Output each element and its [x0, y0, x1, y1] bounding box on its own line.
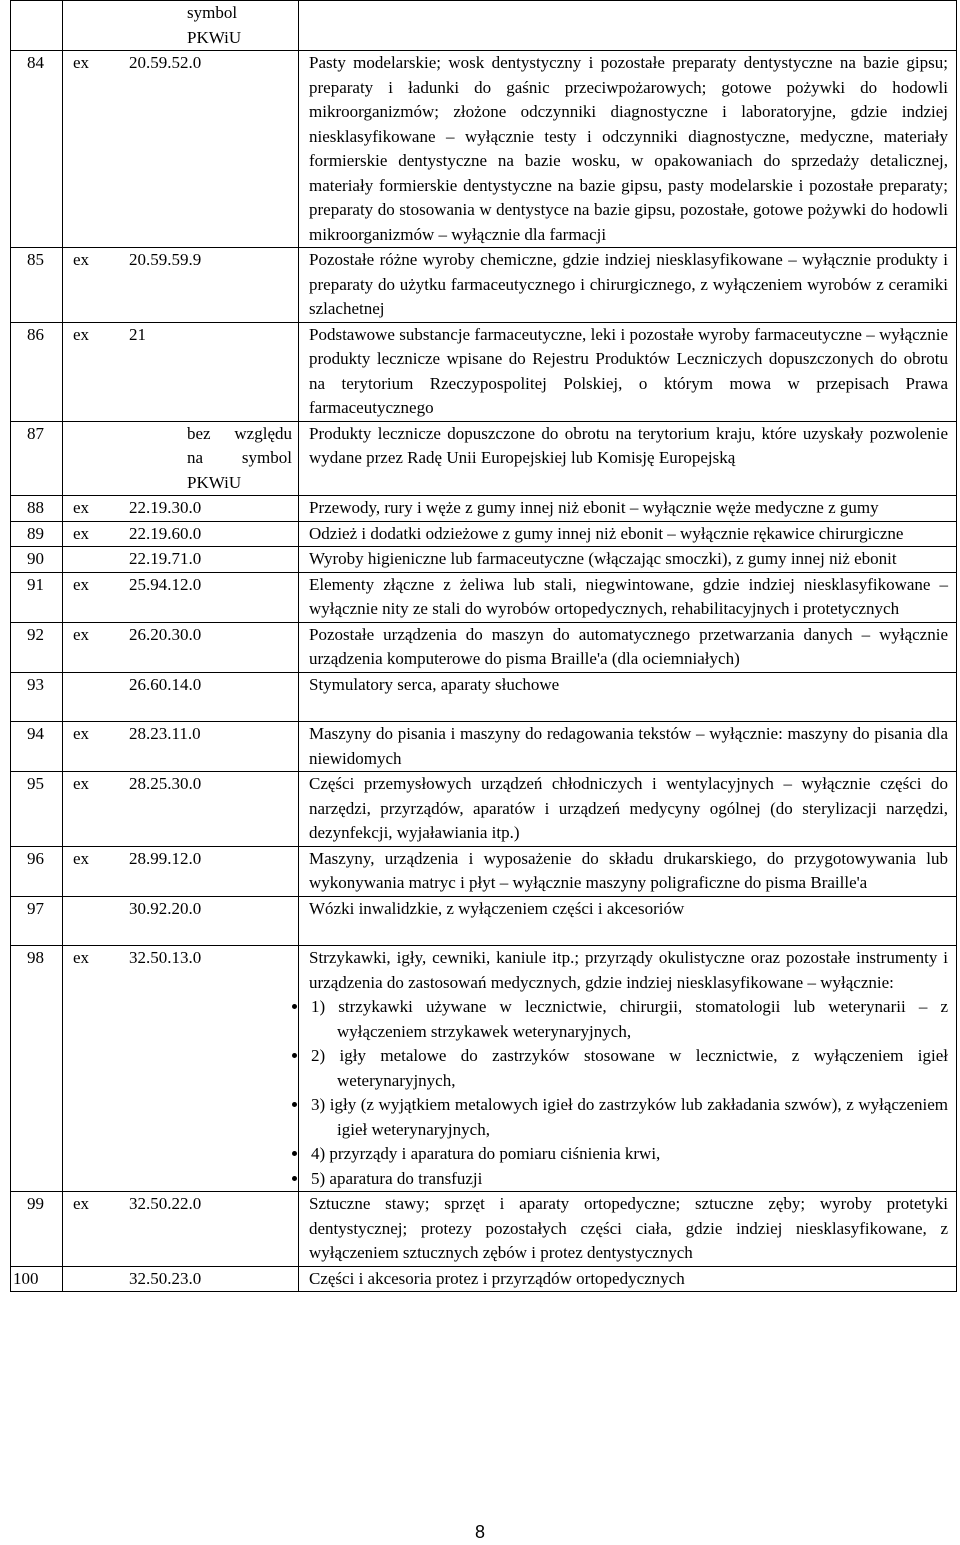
- description: Odzież i dodatki odzieżowe z gumy innej niż ebonit – wyłącznie rękawice chirurgiczne: [299, 521, 957, 547]
- ex-marker: ex: [73, 574, 90, 594]
- ex-marker: [73, 547, 129, 572]
- description: Sztuczne stawy; sprzęt i aparaty ortopedyczne; sztuczne zęby; wyroby protetyki dentystycznej; protezy pozostałych części ciała, gdzie indziej niesklasyfikowane, z wyłączeniem sztucznych zębów i protez dentystycznych: [299, 1192, 957, 1267]
- description: Przewody, rury i węże z gumy innej niż ebonit – wyłącznie węże medyczne z gumy: [299, 496, 957, 522]
- ex-marker: [73, 673, 129, 698]
- pkwiu-code: bez względu na symbol PKWiU: [187, 423, 292, 492]
- row-number: 90: [11, 547, 63, 573]
- table-row: [11, 1266, 957, 1292]
- ex-marker: ex: [73, 724, 90, 743]
- pkwiu-code: 21: [129, 324, 146, 344]
- description: Podstawowe substancje farmaceutyczne, leki i pozostałe wyroby farmaceutyczne – wyłącznie produkty lecznicze wpisane do Rejestru Produktów Leczniczych dopuszczonych do obrotu na terytorium Rzeczypospolitej Polskiej, o którym mowa w przepisach Prawa farmaceutycznego: [299, 322, 957, 421]
- pkwiu-code: symbol PKWiU: [187, 3, 242, 47]
- description: Produkty lecznicze dopuszczone do obrotu na terytorium kraju, które uzyskały pozwolenie wydane przez Radę Unii Europejskiej lub Komisję Europejską: [299, 421, 957, 496]
- pkwiu-code-cell: [63, 722, 299, 772]
- row-number: 98: [11, 946, 63, 1192]
- row-number: 100: [11, 1266, 63, 1292]
- ex-marker: ex: [73, 324, 90, 344]
- list-item: • 5) aparatura do transfuzji: [309, 1167, 948, 1192]
- pkwiu-code-cell: [63, 1, 299, 51]
- row-number: [11, 1, 63, 51]
- pkwiu-code-cell: [63, 248, 299, 323]
- table-row: [11, 946, 957, 1192]
- pkwiu-code-cell: [63, 946, 299, 1192]
- ex-marker: ex: [73, 523, 90, 543]
- description-text: Wózki inwalidzkie, z wyłączeniem części i akcesoriów: [309, 898, 685, 918]
- ex-marker: ex: [73, 498, 90, 517]
- table-row: [11, 896, 957, 946]
- table-row: [11, 51, 957, 248]
- list-item: • 1) strzykawki używane w lecznictwie, chirurgii, stomatologii lub weterynarii – z wyłączeniem strzykawek weterynaryjnych,: [309, 995, 948, 1044]
- pkwiu-code: 26.20.30.0: [129, 624, 202, 644]
- table-row: [11, 1, 957, 51]
- row-number: 95: [11, 772, 63, 847]
- pkwiu-code: 26.60.14.0: [129, 674, 202, 694]
- item-list: [309, 995, 948, 1191]
- description: Pozostałe urządzenia do maszyn do automatycznego przetwarzania danych – wyłącznie urządzenia komputerowe do pisma Braille'a (dla ociemniałych): [299, 622, 957, 672]
- table-row: [11, 248, 957, 323]
- pkwiu-code: 30.92.20.0: [129, 898, 202, 918]
- row-number: 88: [11, 496, 63, 522]
- description-text: Stymulatory serca, aparaty słuchowe: [309, 674, 560, 694]
- row-number: 85: [11, 248, 63, 323]
- row-number: 93: [11, 672, 63, 722]
- description: Maszyny, urządzenia i wyposażenie do składu drukarskiego, do przygotowywania lub wykonywania matryc i płyt – wyłącznie maszyny poligraficzne do pisma Braille'a: [299, 846, 957, 896]
- pkwiu-code-cell: [63, 496, 299, 522]
- description: Elementy złączne z żeliwa lub stali, niegwintowane, gdzie indziej niesklasyfikowane – wyłącznie nity ze stali do wyrobów ortopedycznych, rehabilitacyjnych i protetycznych: [299, 572, 957, 622]
- row-number: 84: [11, 51, 63, 248]
- pkwiu-code: 20.59.52.0: [129, 53, 202, 72]
- table-row: [11, 1192, 957, 1267]
- pkwiu-code-cell: [63, 572, 299, 622]
- description: Pozostałe różne wyroby chemiczne, gdzie indziej niesklasyfikowane – wyłącznie produkty i preparaty do użytku farmaceutycznego i chirurgicznego, z wyłączeniem wyrobów z ceramiki szlachetnej: [299, 248, 957, 323]
- table-row: [11, 622, 957, 672]
- table-row: [11, 572, 957, 622]
- row-number: 89: [11, 521, 63, 547]
- pkwiu-code: 22.19.30.0: [129, 498, 202, 517]
- ex-marker: ex: [73, 848, 90, 868]
- description: Pasty modelarskie; wosk dentystyczny i pozostałe preparaty dentystyczne na bazie gipsu; preparaty i ładunki do gaśnic przeciwpożarowych; gotowe pożywki do hodowli mikroorganizmów; złożone odczynniki diagnostyczne i laboratoryjne, gdzie indziej niesklasyfikowane – wyłącznie testy i odczynniki diagnostyczne, medyczne, materiały formierskie dentystyczne na bazie wosku, w opakowaniach do sprzedaży detalicznej, materiały formierskie dentystyczne na bazie gipsu, pasty modelarskie i pozostałe preparaty; preparaty do stosowania w dentystyce na bazie gipsu, pozostałe, gotowe pożywki do hodowli mikroorganizmów – wyłącznie dla farmacji: [299, 51, 957, 248]
- row-number: 97: [11, 896, 63, 946]
- row-number: 99: [11, 1192, 63, 1267]
- pkwiu-code: 25.94.12.0: [129, 574, 202, 594]
- table-row: [11, 521, 957, 547]
- pkwiu-code: 32.50.23.0: [129, 1268, 202, 1288]
- pkwiu-code-cell: [63, 521, 299, 547]
- row-number: 96: [11, 846, 63, 896]
- ex-marker: [73, 1267, 129, 1292]
- pkwiu-code-cell: [63, 846, 299, 896]
- table-row: [11, 772, 957, 847]
- ex-marker: ex: [73, 53, 90, 72]
- page-number: 8: [474, 1522, 485, 1542]
- pkwiu-code: 28.23.11.0: [129, 724, 201, 743]
- pkwiu-code: 32.50.13.0: [129, 948, 202, 967]
- pkwiu-code-cell: [63, 672, 299, 722]
- pkwiu-code-cell: [63, 51, 299, 248]
- goods-table: [10, 0, 957, 1292]
- table-row: [11, 672, 957, 722]
- pkwiu-code-cell: [63, 896, 299, 946]
- ex-marker: [73, 897, 129, 922]
- table-row: [11, 421, 957, 496]
- ex-marker: ex: [73, 774, 90, 793]
- description: Części i akcesoria protez i przyrządów ortopedycznych: [299, 1266, 957, 1292]
- pkwiu-code: 32.50.22.0: [129, 1194, 202, 1213]
- description: Części przemysłowych urządzeń chłodniczych i wentylacyjnych – wyłącznie części do narzędzi, przyrządów, aparatów i urządzeń medycyny ogólnej (do sterylizacji narzędzi, dezynfekcji, wyjaławiania itp.): [299, 772, 957, 847]
- ex-marker: ex: [73, 1194, 90, 1213]
- row-number: 91: [11, 572, 63, 622]
- pkwiu-code-cell: [63, 421, 299, 496]
- pkwiu-code-cell: [63, 1192, 299, 1267]
- ex-marker: ex: [73, 948, 90, 967]
- table-row: [11, 496, 957, 522]
- pkwiu-code-cell: [63, 1266, 299, 1292]
- description-text: Strzykawki, igły, cewniki, kaniule itp.; przyrządy okulistyczne oraz pozostałe instrumenty i urządzenia do zastosowań medycznych, gdzie indziej niesklasyfikowane – wyłącznie:: [309, 948, 948, 992]
- description: [299, 946, 957, 1192]
- list-item: • 2) igły metalowe do zastrzyków stosowane w lecznictwie, z wyłączeniem igieł weterynaryjnych,: [309, 1044, 948, 1093]
- table-row: [11, 322, 957, 421]
- pkwiu-code-cell: [63, 772, 299, 847]
- list-item: • 4) przyrządy i aparatura do pomiaru ciśnienia krwi,: [309, 1142, 948, 1167]
- row-number: 86: [11, 322, 63, 421]
- ex-marker: ex: [73, 250, 90, 269]
- pkwiu-code-cell: [63, 322, 299, 421]
- description: [299, 1, 957, 51]
- pkwiu-code-cell: [63, 622, 299, 672]
- pkwiu-code: 28.25.30.0: [129, 774, 202, 793]
- row-number: 94: [11, 722, 63, 772]
- description: [299, 672, 957, 722]
- pkwiu-code: 28.99.12.0: [129, 848, 202, 868]
- pkwiu-code-cell: [63, 547, 299, 573]
- description: Wyroby higieniczne lub farmaceutyczne (włączając smoczki), z gumy innej niż ebonit: [299, 547, 957, 573]
- row-number: 92: [11, 622, 63, 672]
- description: [299, 896, 957, 946]
- row-number: 87: [11, 421, 63, 496]
- table-row: [11, 722, 957, 772]
- list-item: • 3) igły (z wyjątkiem metalowych igieł do zastrzyków lub zakładania szwów), z wyłączeniem igieł weterynaryjnych,: [309, 1093, 948, 1142]
- ex-marker: ex: [73, 624, 90, 644]
- table-row: [11, 547, 957, 573]
- pkwiu-code: 22.19.71.0: [129, 549, 202, 568]
- pkwiu-code: 20.59.59.9: [129, 250, 202, 269]
- description: Maszyny do pisania i maszyny do redagowania tekstów – wyłącznie: maszyny do pisania dla niewidomych: [299, 722, 957, 772]
- table-row: [11, 846, 957, 896]
- pkwiu-code: 22.19.60.0: [129, 523, 202, 543]
